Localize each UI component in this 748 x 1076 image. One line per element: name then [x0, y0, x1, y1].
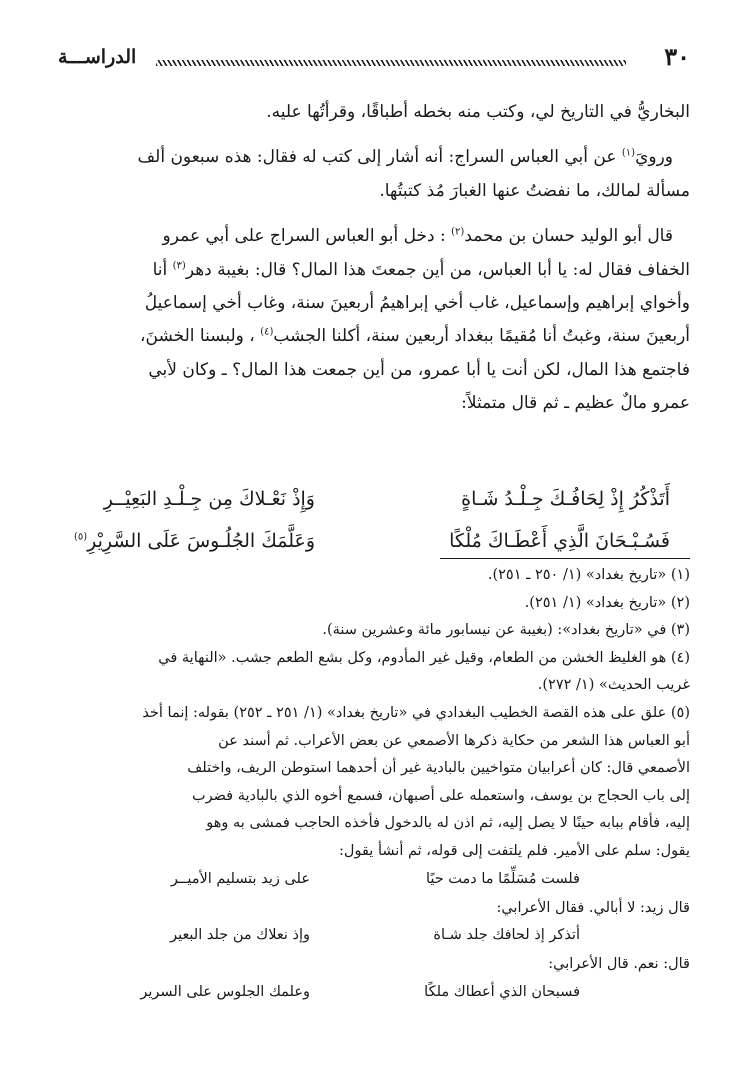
text-line: الأصمعي قال: كان أعرابيان متواخيين بالبادية غير أن أحدهما استوطن الريف، واختلف	[187, 760, 690, 777]
verse-second-hemistich: على زيد بتسليم الأميــر	[170, 870, 310, 887]
text-line	[58, 254, 690, 287]
text-run: أربعينَ سنة، وغبتُ أنا مُقيمًا ببغداد أربعين سنة، أكلنا الجشب	[273, 326, 690, 347]
verse-first-hemistich: أَتَذْكُرُ إِذْ لِحَافُـكَ جِـلْـدُ شَـاةٍ	[461, 488, 670, 510]
text-run: : دخل أبو العباس السراج على أبي عمرو	[162, 226, 452, 247]
text-line: مسألة لمالك، ما نفضتُ عنها الغبارَ مُذ كتبتُها.	[379, 180, 690, 201]
text-run: الخفاف فقال له: يا أبا العباس، من أين جمعتَ هذا المال؟ قال: بغيبة دهر	[185, 259, 690, 280]
text-run: قال أبو الوليد حسان بن محمد	[464, 226, 673, 247]
verse-line	[58, 520, 690, 562]
verse-first-hemistich: فَسُـبْـحَانَ الَّذِي أَعْطَـاكَ مُلْكًا	[449, 530, 670, 552]
footnote-ref[interactable]: (٣)	[172, 259, 186, 271]
text-line: إليه، فأقام ببابه حينًا لا يصل إليه، ثم اذن له بالدخول فأخذه الحاجب فمشى به وهو	[206, 815, 690, 832]
running-title: الدراســـة	[58, 46, 137, 68]
page-number: ٣٠	[664, 42, 690, 71]
text-line: فاجتمع هذا المال، لكن أنت يا أبا عمرو، من أين جمعت هذا المال؟ ـ وكان لأبي	[148, 359, 690, 380]
verse-second-hemistich: وإذ نعلاك من جلد البعير	[170, 927, 310, 944]
footnote-verse-line	[58, 979, 690, 1008]
footnote-ref[interactable]: (٥)	[73, 531, 88, 543]
verse-second-hemistich: وعلمك الجلوس على السرير	[140, 983, 310, 1000]
text-run: ورويَ	[635, 147, 673, 168]
text-run: عن أبي العباس السراج: أنه أشار إلى كتب له فقال: هذه سبعون ألف	[137, 147, 622, 168]
text-line: (٥) علق على هذه القصة الخطيب البغدادي في «تاريخ بغداد» (١/ ٢٥١ ـ ٢٥٢) بقوله: إنما أخذ	[142, 704, 690, 721]
footnote-separator	[440, 558, 690, 559]
verse-first-hemistich: أتذكر إذ لحافك جلد شـاة	[433, 927, 580, 944]
text-line	[58, 141, 690, 174]
footnote-ref[interactable]: (٢)	[451, 226, 465, 238]
footnote-verse-line	[58, 922, 690, 951]
paragraph-3	[58, 220, 690, 420]
text-run: وَعَلَّمَكَ الجُلُـوسَ عَلَى السَّرِيْرِ	[87, 530, 315, 552]
footnote-2: (٢) «تاريخ بغداد» (١/ ٢٥١).	[524, 594, 690, 611]
text-line: غريب الحديث» (١/ ٢٧٢).	[537, 677, 690, 694]
poem	[58, 478, 690, 562]
footnote-ref[interactable]: (١)	[621, 147, 636, 159]
footnote-1: (١) «تاريخ بغداد» (١/ ٢٥٠ ـ ٢٥١).	[487, 567, 690, 583]
text-line: البخاريُّ في التاريخ لي، وكتب منه بخطه أطباقًا، وقرأتُها عليه.	[266, 102, 690, 122]
text-line: وأخواي إبراهيم وإسماعيل، غاب أخي إبراهيمُ أربعينَ سنة، وغاب أخي إسماعيلُ	[144, 293, 690, 314]
paragraph-1	[58, 96, 690, 129]
page-header	[58, 40, 690, 74]
footnote-verse-line	[58, 866, 690, 895]
verse-second-hemistich: وَإِذْ نَعْـلاكَ مِن جِـلْـدِ البَعِيْــرِ	[103, 488, 315, 510]
text-run: ، ولبسنا الخشنَ،	[140, 326, 261, 347]
paragraph-2	[58, 141, 690, 208]
text-line: يقول: سلم على الأمير. فلم يلتفت إلى قوله، ثم أنشأ يقول:	[339, 842, 690, 859]
text-line: إلى باب الحجاج بن يوسف، واستعمله على أصبهان، فسمع أخوه الذي بالبادية فضرب	[191, 787, 690, 804]
verse-second-hemistich	[74, 520, 315, 562]
text-line: أبو العباس هذا الشعر من حكاية ذكرها الأصمعي عن بعض الأعراب. ثم أسند عن	[218, 732, 690, 749]
text-line: (٤) هو الغليظ الخشن من الطعام، وقيل غير المأدوم، وكل بشع الطعم جشب. «النهاية في	[158, 649, 690, 666]
footnote-ref[interactable]: (٤)	[260, 326, 274, 338]
footnote-4	[58, 645, 690, 700]
header-hatched-rule	[156, 60, 626, 66]
footnotes	[58, 562, 690, 1008]
text-run: أنا	[152, 259, 173, 280]
footnote-3: (٣) في «تاريخ بغداد»: (بغيبة عن نيسابور مائة وعشرين سنة).	[322, 622, 690, 639]
text-line	[58, 320, 690, 353]
text-line: قال: نعم. قال الأعرابي:	[548, 956, 690, 973]
main-text	[58, 96, 690, 423]
verse-first-hemistich: فلست مُسَلِّمًا ما دمت حيًا	[425, 870, 580, 887]
footnote-5	[58, 700, 690, 1008]
text-line: عمرو مالٌ عظيم ـ ثم قال متمثلاً:	[461, 393, 690, 414]
verse-line	[58, 478, 690, 520]
text-line	[58, 220, 690, 253]
verse-first-hemistich: فسبحان الذي أعطاك ملكًا	[424, 983, 580, 1000]
text-line: قال زيد: لا أبالي. فقال الأعرابي:	[496, 899, 690, 916]
